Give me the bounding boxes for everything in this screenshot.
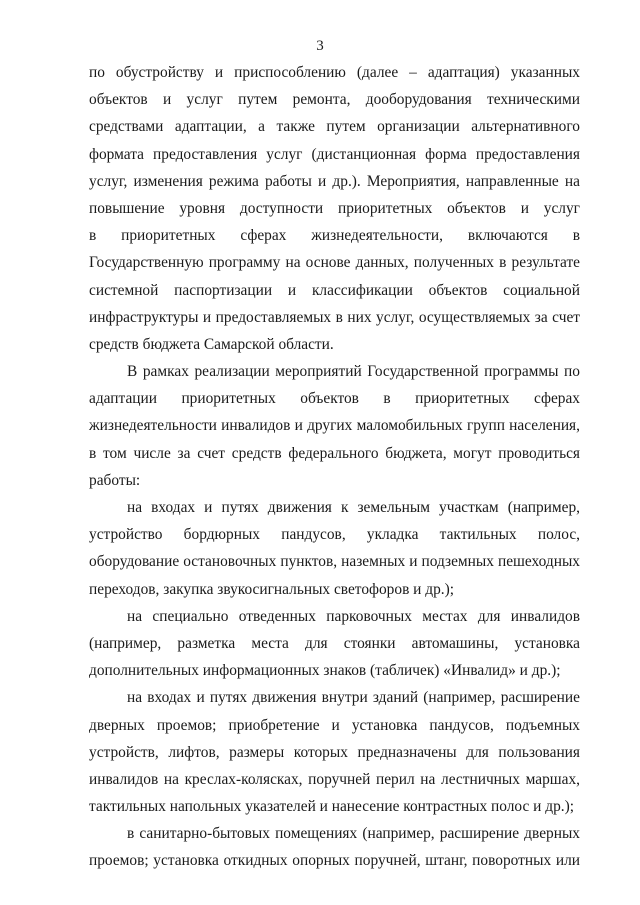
text-line: дверных проемов; приобретение и установка пандусов, подъемных <box>89 716 580 734</box>
paragraph-inside-buildings <box>89 684 580 820</box>
text-line: на входах и путях движения внутри зданий (например, расширение <box>127 689 580 707</box>
text-line: на входах и путях движения к земельным участкам (например, <box>127 499 580 516</box>
text-line: средствами адаптации, а также путем организации альтернативного <box>89 118 580 136</box>
text-line: работы: <box>89 471 141 489</box>
paragraph-adaptation-intro <box>89 59 580 358</box>
text-line: объектов и услуг путем ремонта, дооборудования техническими <box>89 91 580 109</box>
text-line: адаптации приоритетных объектов в приоритетных сферах <box>89 390 580 408</box>
text-line: тактильных напольных указателей и нанесение контрастных полос и др.); <box>89 798 575 816</box>
text-line: жизнедеятельности инвалидов и других маломобильных групп населения, <box>89 417 580 435</box>
text-line: системной паспортизации и классификации объектов социальной <box>89 281 580 299</box>
text-line: повышение уровня доступности приоритетных объектов и услуг <box>89 199 580 217</box>
document-body <box>89 59 580 875</box>
text-line: формата предоставления услуг (дистанционная форма предоставления <box>89 145 580 163</box>
paragraph-land-plots <box>89 494 580 603</box>
text-line: Государственную программу на основе данных, полученных в результате <box>89 254 580 272</box>
text-line: проемов; установка откидных опорных поручней, штанг, поворотных или <box>89 852 580 870</box>
text-line: в том числе за счет средств федерального бюджета, могут проводиться <box>89 444 580 462</box>
text-line: инфраструктуры и предоставляемых в них услуг, осуществляемых за счет <box>89 308 580 326</box>
text-line: (например, разметка места для стоянки автомашины, установка <box>89 634 580 652</box>
text-line: в приоритетных сферах жизнедеятельности, включаются в <box>89 227 580 245</box>
text-line: устройств, лифтов, размеры которых предназначены для пользования <box>89 743 580 761</box>
text-line: услуг, изменения режима работы и др.). Мероприятия, направленные на <box>89 172 580 190</box>
text-line: средств бюджета Самарской области. <box>89 335 334 353</box>
text-line: на специально отведенных парковочных местах для инвалидов <box>127 607 580 625</box>
text-line: переходов, закупка звукосигнальных светофоров и др.); <box>89 580 455 598</box>
text-line: инвалидов на креслах-колясках, поручней перил на лестничных маршах, <box>89 770 580 788</box>
text-line: устройство бордюрных пандусов, укладка тактильных полос, <box>89 526 580 544</box>
text-line: в санитарно-бытовых помещениях (например, расширение дверных <box>127 825 580 843</box>
paragraph-parking <box>89 603 580 685</box>
text-line: дополнительных информационных знаков (табличек) «Инвалид» и др.); <box>89 662 561 680</box>
text-line: по обустройству и приспособлению (далее – адаптация) указанных <box>89 64 580 81</box>
paragraph-sanitary-rooms <box>89 820 580 874</box>
page-number: 3 <box>316 38 324 54</box>
text-line: В рамках реализации мероприятий Государственной программы по <box>127 363 580 381</box>
text-line: оборудование остановочных пунктов, наземных и подземных пешеходных <box>89 553 580 571</box>
paragraph-program-works <box>89 358 580 494</box>
